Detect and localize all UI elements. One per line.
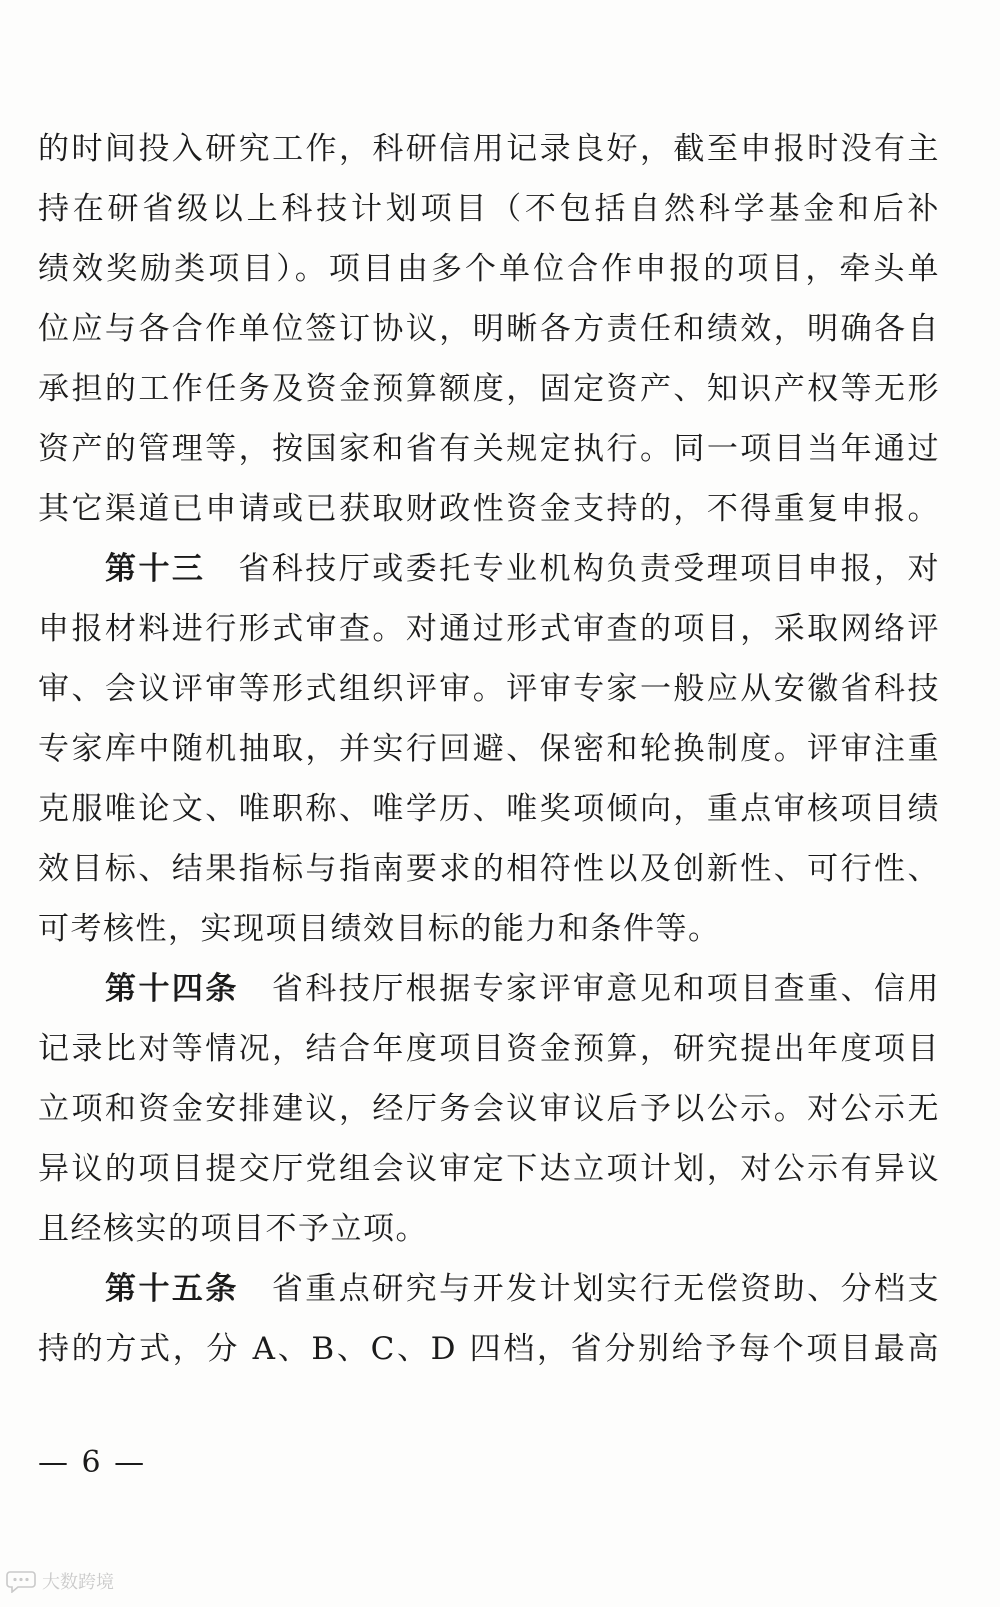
text-line: 承担的工作任务及资金预算额度，固定资产、知识产权等无形 (38, 371, 940, 407)
text-line: 克服唯论文、唯职称、唯学历、唯奖项倾向，重点审核项目绩 (38, 791, 940, 827)
text-line: 可考核性，实现项目绩效目标的能力和条件等。 (38, 911, 721, 947)
text-line: 异议的项目提交厅党组会议审定下达立项计划，对公示有异议 (38, 1151, 940, 1187)
text-line: 立项和资金安排建议，经厅务会议审议后予以公示。对公示无 (38, 1091, 940, 1127)
paragraph-continuation (38, 119, 940, 539)
text-segment: 省科技厅根据专家评审意见和项目查重、信用 (271, 971, 940, 1007)
article-first-line (38, 959, 940, 1019)
article-heading: 第十五条 (105, 1271, 239, 1307)
article-15-paragraph (38, 1259, 940, 1379)
text-line: 且经核实的项目不予立项。 (38, 1211, 428, 1247)
chat-bubble-logo-icon (6, 1569, 36, 1593)
text-line: 资产的管理等，按国家和省有关规定执行。同一项目当年通过 (38, 431, 940, 467)
page-number: — 6 — (38, 1445, 147, 1480)
text-line: 专家库中随机抽取，并实行回避、保密和轮换制度。评审注重 (38, 731, 940, 767)
text-line: 审、会议评审等形式组织评审。评审专家一般应从安徽省科技 (38, 671, 940, 707)
watermark (6, 1566, 114, 1596)
text-line: 申报材料进行形式审查。对通过形式审查的项目，采取网络评 (38, 611, 940, 647)
text-line: 其它渠道已申请或已获取财政性资金支持的，不得重复申报。 (38, 491, 940, 527)
text-line: 效目标、结果指标与指南要求的相符性以及创新性、可行性、 (38, 851, 940, 887)
text-line: 绩效奖励类项目）。项目由多个单位合作申报的项目，牵头单 (38, 251, 940, 287)
text-segment: 省重点研究与开发计划实行无偿资助、分档支 (271, 1271, 940, 1307)
article-14-paragraph (38, 959, 940, 1259)
article-13-paragraph (38, 539, 940, 959)
article-first-line (38, 539, 940, 599)
text-line: 持在研省级以上科技计划项目（不包括自然科学基金和后补 (38, 191, 940, 227)
watermark-text: 大数跨境 (42, 1572, 114, 1593)
text-segment: 省科技厅或委托专业机构负责受理项目申报，对 (238, 551, 940, 587)
document-body (38, 119, 940, 1379)
text-line: 记录比对等情况，结合年度项目资金预算，研究提出年度项目 (38, 1031, 940, 1067)
text-line: 持的方式，分 A、B、C、D 四档，省分别给予每个项目最高 (38, 1331, 940, 1367)
article-heading: 第十三 (105, 551, 206, 587)
article-first-line (38, 1259, 940, 1319)
text-line: 位应与各合作单位签订协议，明晰各方责任和绩效，明确各自 (38, 311, 940, 347)
article-heading: 第十四条 (105, 971, 239, 1007)
text-line: 的时间投入研究工作，科研信用记录良好，截至申报时没有主 (38, 131, 940, 167)
